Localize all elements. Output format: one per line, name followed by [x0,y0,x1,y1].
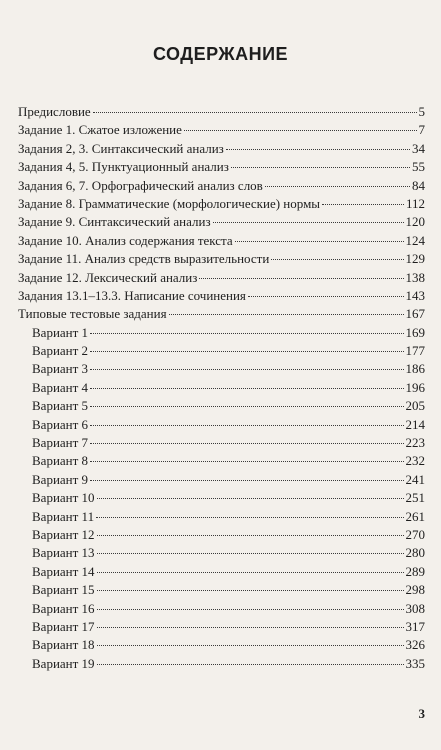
leader-dots [97,535,404,536]
toc-entry-page: 280 [405,545,425,561]
toc-entry-page: 177 [405,343,425,359]
toc-subentry [18,452,425,470]
toc-entry-label: Вариант 7 [32,435,89,451]
toc-entry-page: 335 [405,655,425,671]
leader-dots [97,609,404,610]
toc-entry [18,140,425,158]
toc-entry-page: 120 [405,214,425,230]
leader-dots [97,664,404,665]
toc-entry-label: Задание 9. Синтаксический анализ [18,214,211,230]
toc-entry-label: Вариант 18 [32,637,95,653]
toc-entry-page: 84 [412,177,425,193]
toc-entry [18,121,425,139]
toc-entry [18,177,425,195]
leader-dots [213,222,404,223]
toc-entry-label: Вариант 15 [32,582,95,598]
toc-entry-label: Задание 1. Сжатое изложение [18,122,182,138]
toc-entry-label: Задания 2, 3. Синтаксический анализ [18,140,224,156]
toc-entry [18,103,425,121]
toc-entry-page: 308 [405,600,425,616]
toc-entry-page: 124 [405,232,425,248]
leader-dots [97,645,404,646]
toc-subentry [18,397,425,415]
toc-entry-page: 34 [412,140,425,156]
toc-entry-page: 241 [405,471,425,487]
toc-entry-label: Вариант 19 [32,655,95,671]
toc-entry [18,232,425,250]
leader-dots [271,259,403,260]
toc-subentry [18,360,425,378]
leader-dots [90,461,403,462]
toc-entry-label: Задание 10. Анализ содержания текста [18,232,233,248]
toc-entry-page: 223 [405,435,425,451]
toc-subentry [18,434,425,452]
toc-entry-page: 270 [405,526,425,542]
toc-entry [18,287,425,305]
toc-entry-label: Вариант 6 [32,416,89,432]
toc-entry-label: Вариант 5 [32,398,89,414]
toc-entry-label: Вариант 8 [32,453,89,469]
toc-entry-label: Вариант 4 [32,379,89,395]
toc-subentry [18,655,425,673]
toc-subentry [18,489,425,507]
toc-entry-label: Задания 6, 7. Орфографический анализ слов [18,177,263,193]
toc-subentry [18,600,425,618]
toc-entry-label: Вариант 10 [32,490,95,506]
leader-dots [265,186,410,187]
toc-entry-label: Задания 13.1–13.3. Написание сочинения [18,287,246,303]
toc-entry-page: 129 [405,251,425,267]
toc-entry [18,250,425,268]
toc-entry-page: 55 [412,159,425,175]
toc-subentry [18,563,425,581]
leader-dots [90,443,403,444]
toc-entry-label: Вариант 2 [32,343,89,359]
toc-entry-label: Задания 4, 5. Пунктуационный анализ [18,159,229,175]
toc-entry-page: 289 [405,563,425,579]
toc-subentry [18,581,425,599]
toc-entry-label: Вариант 3 [32,361,89,377]
leader-dots [96,517,403,518]
toc-entry-page: 261 [405,508,425,524]
toc-subentry [18,618,425,636]
leader-dots [248,296,404,297]
toc-entry-page: 112 [405,195,425,211]
leader-dots [231,167,410,168]
leader-dots [90,351,403,352]
toc-subentry [18,379,425,397]
toc-entry-page: 5 [418,104,425,119]
leader-dots [97,553,404,554]
leader-dots [90,425,403,426]
toc-entry-page: 167 [405,306,425,322]
leader-dots [199,278,403,279]
toc-entry-page: 298 [405,582,425,598]
leader-dots [97,498,404,499]
leader-dots [235,241,404,242]
toc-entry [18,158,425,176]
toc-entry [18,269,425,287]
toc-subentry [18,544,425,562]
leader-dots [90,369,403,370]
toc-entry-label: Задание 8. Грамматические (морфологические) нормы [18,195,321,211]
toc-entry-label: Вариант 9 [32,471,89,487]
toc-entry-label: Предисловие [18,104,91,119]
leader-dots [226,149,410,150]
leader-dots [97,572,404,573]
leader-dots [90,333,403,334]
leader-dots [93,112,417,113]
toc-entry-page: 214 [405,416,425,432]
leader-dots [97,590,404,591]
toc-subentry [18,324,425,342]
toc-entry-page: 326 [405,637,425,653]
toc-entry-page: 251 [405,490,425,506]
toc-entry-page: 143 [405,287,425,303]
leader-dots [90,480,403,481]
toc-subentry [18,416,425,434]
toc-entry [18,195,425,213]
page-number: 3 [418,706,425,721]
toc-entry [18,305,425,323]
leader-dots [184,130,417,131]
leader-dots [90,388,403,389]
toc-entry-label: Задание 12. Лексический анализ [18,269,198,285]
toc-entry-label: Задание 11. Анализ средств выразительности [18,251,270,267]
toc-entry-page: 196 [405,379,425,395]
toc-entry-label: Вариант 14 [32,563,95,579]
page-title: СОДЕРЖАНИЕ [152,44,289,64]
leader-dots [169,314,404,315]
toc-entry-label: Вариант 16 [32,600,95,616]
table-of-contents [18,103,425,673]
toc-subentry [18,636,425,654]
toc-entry [18,213,425,231]
leader-dots [90,406,403,407]
toc-entry-page: 205 [405,398,425,414]
toc-subentry [18,526,425,544]
toc-entry-label: Вариант 13 [32,545,95,561]
toc-subentry [18,471,425,489]
toc-entry-page: 7 [418,122,425,138]
toc-entry-page: 169 [405,324,425,340]
leader-dots [322,204,404,205]
toc-entry-page: 317 [405,618,425,634]
toc-entry-label: Вариант 17 [32,618,95,634]
toc-entry-label: Вариант 11 [32,508,95,524]
leader-dots [97,627,404,628]
toc-subentry [18,508,425,526]
toc-entry-page: 138 [405,269,425,285]
toc-entry-label: Типовые тестовые задания [18,306,167,322]
toc-entry-page: 186 [405,361,425,377]
toc-entry-label: Вариант 1 [32,324,89,340]
toc-entry-page: 232 [405,453,425,469]
toc-entry-label: Вариант 12 [32,526,95,542]
toc-subentry [18,342,425,360]
